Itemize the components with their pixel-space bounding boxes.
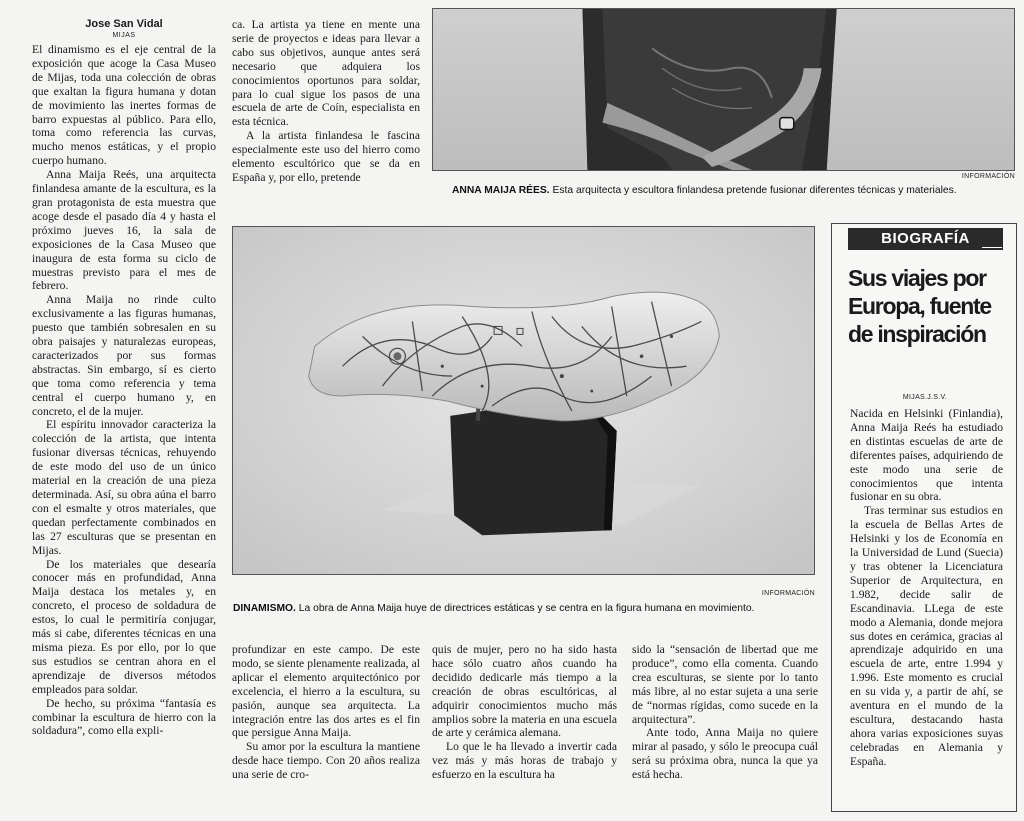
- biography-box: [831, 223, 1017, 812]
- caption-lead: ANNA MAIJA RÉES.: [452, 185, 550, 196]
- article-paragraph: Ante todo, Anna Maija no quiere mirar al pasado, y sólo le preocupa cuál será su próxima obra, nunca la que ya está hecha.: [632, 726, 818, 782]
- biography-tag-rule: [982, 247, 1002, 248]
- article-column-3: [232, 643, 420, 813]
- byline-author: Jose San Vidal: [85, 18, 163, 30]
- caption-text: La obra de Anna Maija huye de directrices estáticas y se centra en la figura humana en movimiento.: [295, 603, 755, 614]
- biography-body: [850, 407, 1003, 769]
- article-paragraph: ca. La artista ya tiene en mente una serie de proyectos e ideas para llevar a cabo sus objetivos, aunque antes será necesario que adquiera los conocimientos oportunos para soldar, para lo cual sigue los pasos de una escuela de arte de Coín, especialista en esta técnica.: [232, 18, 420, 129]
- article-paragraph: A la artista finlandesa le fascina especialmente este uso del hierro como elemento escultórico que se da en España y, por ello, pretende: [232, 129, 420, 184]
- biography-headline: Sus viajes por Europa, fuente de inspiración: [848, 265, 991, 347]
- photo-caption-main: [233, 602, 754, 615]
- article-paragraph: sido la “sensación de libertad que me produce”, como ella comenta. Cuando crea esculturas, se siente por lo tanto más libre, al no estar sujeta a una serie de “normas rígidas, como sucede en la arquitectura”.: [632, 643, 818, 726]
- photo-credit-main: INFORMACIÓN: [761, 590, 815, 597]
- article-paragraph: De hecho, su próxima “fantasía es combinar la escultura de hierro con la soldadura”, como ella expli-: [32, 696, 216, 738]
- article-paragraph: quis de mujer, pero no ha sido hasta hace sólo cuatro años cuando ha decidido dedicarle más tiempo a la creación de obras escultóricas, al adquirir conocimientos mucho más amplios sobre la materia en una escuela de arte y cerámica alemana.: [432, 643, 617, 740]
- article-paragraph: De los materiales que desearía conocer más en profundidad, Anna Maija destaca los metales y, en concreto, el proceso de soldadura de estos, lo cual le permitiría conjugar, más si cabe, diferentes técnicas en una misma pieza. Es por ello, por lo que sus estudios se centran ahora en el aprendizaje de diversos métodos empleados para soldar.: [32, 557, 216, 696]
- article-column-2: [232, 18, 420, 198]
- biography-paragraph: Nacida en Helsinki (Finlandia), Anna Maija Reés ha estudiado en distintas escuelas de arte de diferentes países, adquiriendo de este modo una serie de conocimientos que intenta fusionar en su obra.: [850, 407, 1003, 504]
- sculpture-photo: [232, 226, 815, 575]
- byline-location: MIJAS: [112, 32, 136, 39]
- article-column-5: [632, 643, 818, 813]
- article-paragraph: Su amor por la escultura la mantiene desde hace tiempo. Con 20 años realiza una serie de cro-: [232, 740, 420, 782]
- caption-lead: DINAMISMO.: [233, 603, 296, 614]
- article-column-4: [432, 643, 617, 813]
- article-column-1: [32, 18, 216, 818]
- caption-text: Esta arquitecta y escultora finlandesa pretende fusionar diferentes técnicas y materiales.: [549, 185, 957, 196]
- article-paragraph: Anna Maija no rinde culto exclusivamente a las figuras humanas, puesto que también sobresalen en su obra paisajes y naturalezas europeas, caracterizados por sus formas abstractas. Sin embargo, sí es cierto que toma como referencia y tema central el cuerpo humano y, en concreto, el de la mujer.: [32, 293, 216, 418]
- article-paragraph: El espíritu innovador caracteriza la colección de la artista, que intenta fusionar diversas técnicas, rehuyendo de este modo del uso de un único material en la creación de una pieza determinada. Así, su obra aúna el barro con el esmalte y otros materiales, que quedan perfectamente combinados en las 27 esculturas que se presentan en Mijas.: [32, 418, 216, 557]
- article-paragraph: Lo que le ha llevado a invertir cada vez más y más horas de trabajo y esfuerzo en la escultura ha: [432, 740, 617, 782]
- photo-caption-top: [452, 184, 957, 197]
- article-paragraph: profundizar en este campo. De este modo, se siente plenamente realizada, al aplicar el elemento arquitectónico por excelencia, el hierro a la escultura, su pasión, aunque sea arquitecta. La integración entre las dos artes es el fin que persigue Anna Maija.: [232, 643, 420, 740]
- article-paragraph: El dinamismo es el eje central de la exposición que acoge la Casa Museo de Mijas, toda una colección de obras que exaltan la figura humana y dotan de movimiento las inertes formas de barro expuestas al público. Para ello, toma como referencia las curvas, mucho menos estáticas, y el propio cuerpo humano.: [32, 43, 216, 168]
- article-paragraph: Anna Maija Reés, una arquitecta finlandesa amante de la escultura, es la gran protagonista de esta muestra que acoge desde el pasado día 4 y hasta el próximo jueves 16, la sala de exposiciones de la Casa Museo que inaugura de esta forma su ciclo de muestras previsto para el mes de febrero.: [32, 168, 216, 293]
- biography-paragraph: Tras terminar sus estudios en la escuela de Bellas Artes de Helsinki y los de Economía en la Universidad de Lund (Suecia) y tras obtener la Licenciatura Superior de Arquitectura, en 1.982, decide salir de Escandinavia. LLega de este modo a Alemania, donde mejora sus dotes en cerámica, gracias al aprendizaje adquirido en una escuela de arte, entre 1.994 y 1.996. Este momento es crucial en su vida y, a partir de ahí, se aventura en el mundo de la escultura, destacando hasta ahora varias exposiciones suyas celebradas en Alemania y España.: [850, 504, 1003, 768]
- artist-photo: [432, 8, 1015, 171]
- photo-credit-top: INFORMACIÓN: [961, 173, 1015, 180]
- biography-tag: BIOGRAFÍA: [848, 228, 1003, 250]
- biography-byline: MIJAS.J.S.V.: [902, 394, 948, 401]
